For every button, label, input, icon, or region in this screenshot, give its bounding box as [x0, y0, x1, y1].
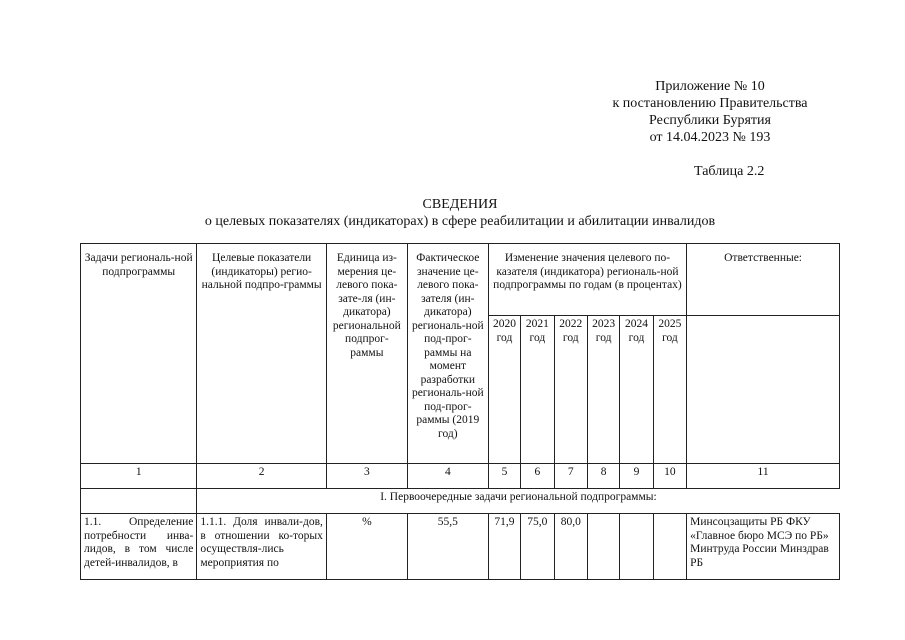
header-year-2020: 2020 год	[488, 316, 520, 464]
value-2022: 80,0	[554, 514, 587, 580]
header-change-by-year: Изменение значения целевого по-казателя (индикатора) региональ-ной подпрограммы по годам (в процентах)	[488, 244, 686, 316]
value-2025	[653, 514, 686, 580]
table-row	[81, 514, 840, 580]
header-unit: Единица из-мерения це-левого пока-зате-ля (ин-дикатора) региональной подпрог-раммы	[326, 244, 407, 464]
indicator-cell: 1.1.1. Доля инвали-дов, в отношении ко-торых осуществля-лись мероприятия по	[197, 514, 327, 580]
document-title	[80, 196, 840, 230]
title-subheading: о целевых показателях (индикаторах) в сфере реабилитации и абилитации инвалидов	[204, 214, 716, 229]
table-number: Таблица 2.2	[694, 164, 765, 179]
column-number: 2	[197, 464, 327, 489]
column-number: 10	[653, 464, 686, 489]
column-number: 3	[326, 464, 407, 489]
value-2023	[587, 514, 619, 580]
appendix-block	[560, 78, 860, 146]
column-number: 8	[587, 464, 619, 489]
column-number: 5	[488, 464, 520, 489]
header-year-2022: 2022 год	[554, 316, 587, 464]
header-year-2021: 2021 год	[521, 316, 554, 464]
header-actual-value: Фактическое значение це-левого пока-зателя (ин-дикатора) региональ-ной под-прог-раммы на момент разработки региональ-ной под-прог-раммы (2019 год)	[407, 244, 488, 464]
column-number: 9	[620, 464, 653, 489]
appendix-line-1: Приложение № 10	[655, 79, 765, 94]
title-heading: СВЕДЕНИЯ	[422, 197, 498, 212]
section-title: I. Первоочередные задачи региональной подпрограммы:	[197, 489, 840, 514]
header-row	[81, 244, 840, 316]
unit-cell: %	[326, 514, 407, 580]
task-cell: 1.1. Определение потребности инва-лидов, в том числе детей-инвалидов, в	[81, 514, 197, 580]
header-indicators: Целевые показатели (индикаторы) регио-нальной подпро-граммы	[197, 244, 327, 464]
value-2020: 71,9	[488, 514, 520, 580]
value-2024	[620, 514, 653, 580]
header-year-2023: 2023 год	[587, 316, 619, 464]
appendix-line-2: к постановлению Правительства	[612, 96, 808, 111]
indicators-table	[80, 243, 840, 580]
column-number: 11	[687, 464, 840, 489]
appendix-line-3: Республики Бурятия	[649, 113, 771, 128]
header-responsible: Ответственные:	[687, 244, 840, 316]
responsible-cell: Минсоцзащиты РБ ФКУ «Главное бюро МСЭ по РБ» Минтруда России Минздрав РБ	[687, 514, 840, 580]
header-responsible-blank	[687, 316, 840, 464]
appendix-line-4: от 14.04.2023 № 193	[649, 130, 771, 145]
column-numbers-row	[81, 464, 840, 489]
column-number: 7	[554, 464, 587, 489]
header-year-2024: 2024 год	[620, 316, 653, 464]
actual-value-cell: 55,5	[407, 514, 488, 580]
column-number: 6	[521, 464, 554, 489]
section-row	[81, 489, 840, 514]
section-blank-cell	[81, 489, 197, 514]
header-tasks: Задачи региональ-ной подпрограммы	[81, 244, 197, 464]
value-2021: 75,0	[521, 514, 554, 580]
column-number: 1	[81, 464, 197, 489]
column-number: 4	[407, 464, 488, 489]
header-year-2025: 2025 год	[653, 316, 686, 464]
